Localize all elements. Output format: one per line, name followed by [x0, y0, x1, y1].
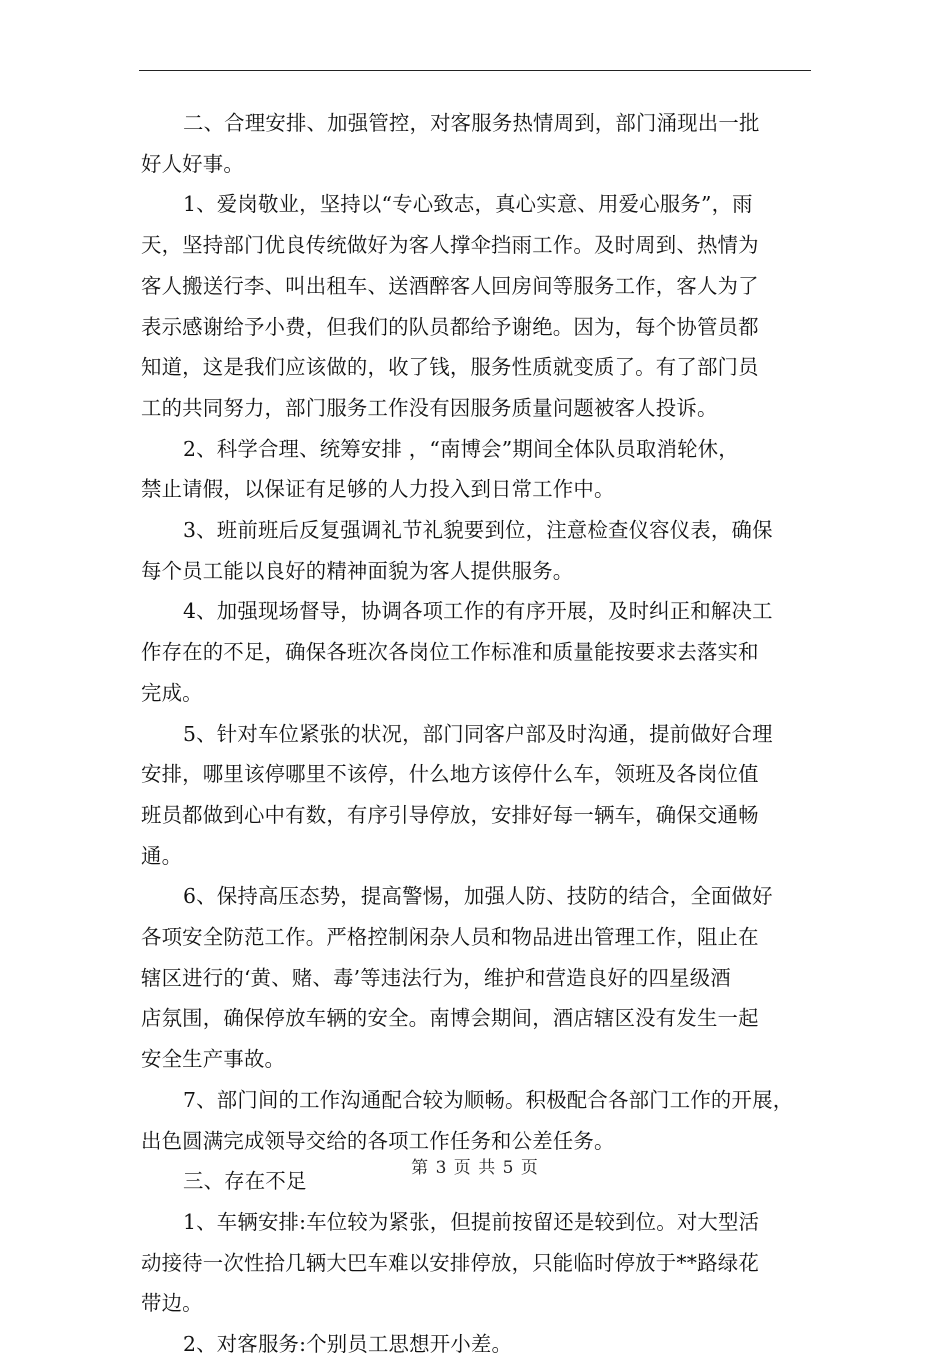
paragraph-first-line: 5、针对车位紧张的状况，部门同客户部及时沟通，提前做好合理: [183, 721, 773, 746]
paragraph-line: 工的共同努力，部门服务工作没有因服务质量问题被客人投诉。: [141, 395, 718, 420]
paragraph-line: 好人好事。: [141, 151, 244, 176]
page-footer: 第 3 页 共 5 页: [411, 1158, 539, 1178]
paragraph-first-line: 二、合理安排、加强管控，对客服务热情周到，部门涌现出一批: [183, 111, 760, 135]
paragraph-line: 客人搬送行李、叫出租车、送酒醉客人回房间等服务工作，客人为了: [141, 273, 759, 298]
paragraph-first-line: 7、部门间的工作沟通配合较为顺畅。积极配合各部门工作的开展，: [183, 1087, 794, 1112]
paragraph-line: 店氛围，确保停放车辆的安全。南博会期间，酒店辖区没有发生一起: [141, 1006, 759, 1031]
paragraph-first-line: 2、科学合理、统筹安排 ，“南博会”期间全体队员取消轮休，: [183, 436, 739, 461]
paragraph-line: 禁止请假，以保证有足够的人力投入到日常工作中。: [141, 477, 615, 502]
paragraph-first-line: 三、存在不足: [183, 1169, 307, 1194]
paragraph-first-line: 3、班前班后反复强调礼节礼貌要到位，注意检查仪容仪表，确保: [183, 518, 773, 542]
paragraph-line: 带边。: [141, 1291, 203, 1316]
paragraph-line: 安全生产事故。: [141, 1047, 286, 1072]
paragraph-line: 各项安全防范工作。严格控制闲杂人员和物品进出管理工作，阻止在: [141, 925, 759, 949]
paragraph-line: 出色圆满完成领导交给的各项工作任务和公差任务。: [141, 1128, 615, 1153]
paragraph-first-line: 4、加强现场督导，协调各项工作的有序开展，及时纠正和解决工: [183, 599, 773, 624]
paragraph-line: 表示感谢给予小费，但我们的队员都给予谢绝。因为，每个协管员都: [141, 314, 759, 339]
paragraph-line: 动接待一次性拾几辆大巴车难以安排停放，只能临时停放于**路绿花: [141, 1250, 759, 1275]
paragraph-line: 天，坚持部门优良传统做好为客人撑伞挡雨工作。及时周到、热情为: [141, 233, 759, 258]
header-rule: [139, 70, 811, 71]
paragraph-line: 班员都做到心中有数，有序引导停放，安排好每一辆车，确保交通畅: [141, 802, 759, 827]
paragraph-line: 完成。: [141, 680, 203, 705]
paragraph-line: 每个员工能以良好的精神面貌为客人提供服务。: [141, 558, 574, 583]
paragraph-line: 作存在的不足，确保各班次各岗位工作标准和质量能按要求去落实和: [141, 640, 759, 665]
paragraph-line: 安排，哪里该停哪里不该停，什么地方该停什么车，领班及各岗位值: [141, 762, 759, 787]
paragraph-first-line: 1、车辆安排:车位较为紧张，但提前按留还是较到位。对大型活: [183, 1209, 760, 1234]
paragraph-line: 通。: [141, 843, 183, 868]
paragraph-line: 知道，这是我们应该做的，收了钱，服务性质就变质了。有了部门员: [141, 355, 759, 380]
paragraph-first-line: 6、保持高压态势，提高警惕，加强人防、技防的结合，全面做好: [183, 884, 773, 909]
paragraph-first-line: 2、对客服务:个别员工思想开小差。: [183, 1332, 513, 1356]
paragraph-first-line: 1、爱岗敬业，坚持以“专心致志，真心实意、用爱心服务”，雨: [183, 192, 753, 217]
paragraph-line: 辖区进行的‘黄、赌、毒’等违法行为，维护和营造良好的四星级酒: [141, 965, 731, 990]
